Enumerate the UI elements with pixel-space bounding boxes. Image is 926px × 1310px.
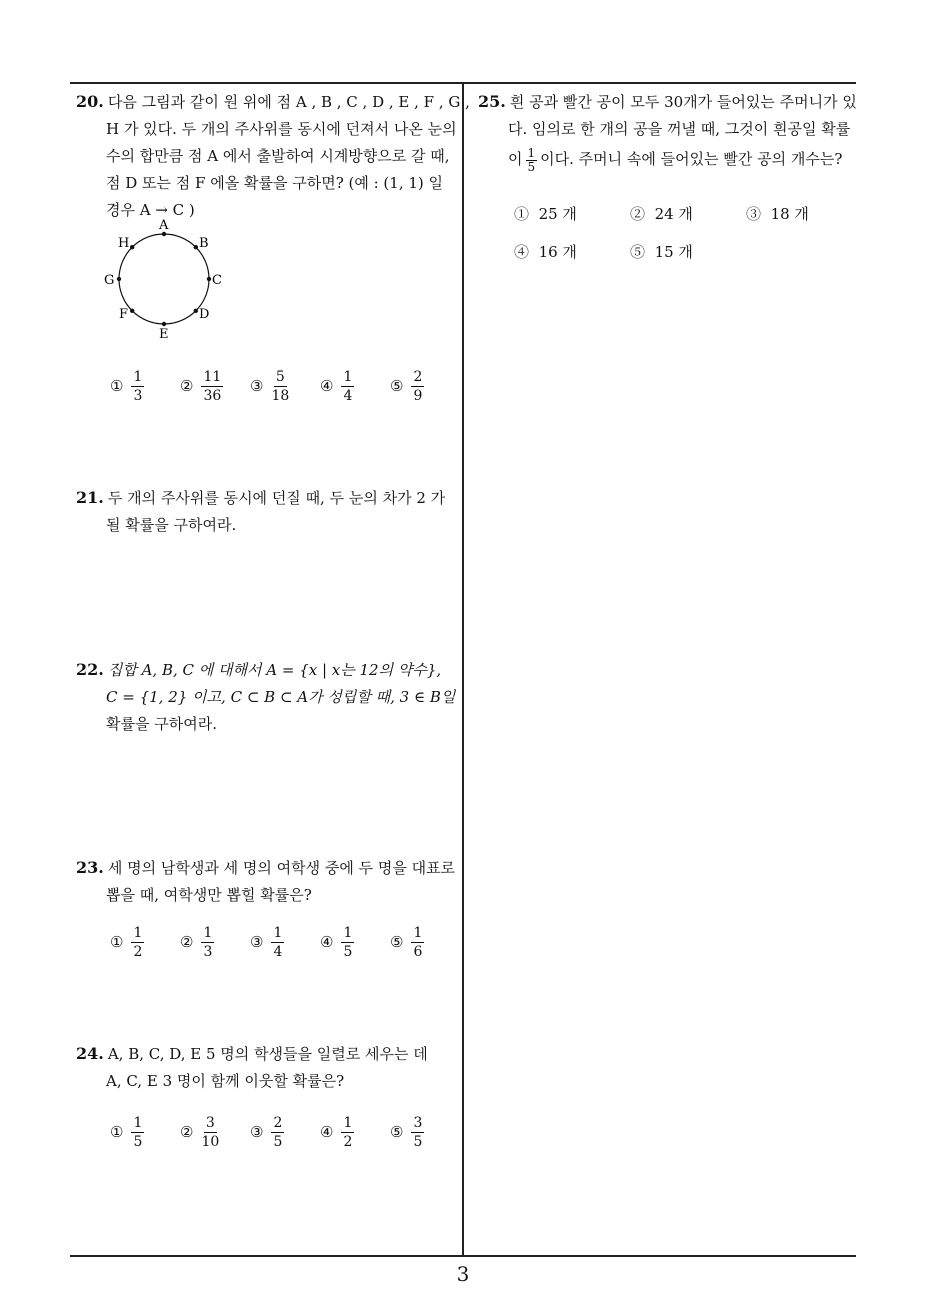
choice-4[interactable]: ④ $\frac{1}{2}$ (320, 1114, 353, 1150)
page-number: 3 (456, 1262, 470, 1286)
point-f (130, 309, 134, 313)
problem-number: 20. (76, 92, 104, 111)
label-d: D (199, 307, 210, 322)
problem-number: 21. (76, 488, 104, 507)
problem-text: 될 확률을 구하여라. (106, 516, 237, 534)
choice-1[interactable]: ① $\frac{1}{2}$ (110, 924, 143, 960)
problem-text: 수의 합만큼 점 A 에서 출발하여 시계방향으로 갈 때, (106, 147, 450, 165)
fraction: $\frac{3}{10}$ (201, 1114, 220, 1150)
fraction: $\frac{1}{6}$ (413, 924, 423, 960)
fraction: $\frac{1}{4}$ (273, 924, 283, 960)
choices-24 (110, 1110, 450, 1154)
choice-4[interactable]: ④ 16 개 (514, 243, 577, 261)
problem-22 (76, 656, 460, 738)
problem-text: H 가 있다. 두 개의 주사위를 동시에 던져서 나온 눈의 (106, 120, 457, 138)
fraction: $\frac{1}{4}$ (343, 368, 353, 404)
choice-5[interactable]: ⑤ $\frac{1}{6}$ (390, 924, 423, 960)
label-a: A (159, 218, 169, 233)
problem-number: 24. (76, 1044, 104, 1063)
bottom-rule (70, 1255, 856, 1257)
problem-25 (478, 88, 862, 175)
problem-text: 점 D 또는 점 F 에올 확률을 구하면? (예 : (1, 1) 일 (106, 174, 444, 192)
point-e (162, 322, 166, 326)
choice-5[interactable]: ⑤ 15 개 (630, 243, 693, 261)
fraction: $\frac{1}{5}$ (133, 1114, 143, 1150)
problem-number: 22. (76, 660, 104, 679)
fraction: $\frac{2}{5}$ (273, 1114, 283, 1150)
point-h (130, 245, 134, 249)
point-g (117, 277, 121, 281)
label-e: E (159, 327, 169, 342)
choice-4[interactable]: ④ $\frac{1}{4}$ (320, 368, 353, 404)
problem-text: 확률을 구하여라. (106, 715, 217, 733)
fraction: $\frac{2}{9}$ (413, 368, 423, 404)
problem-text: 다음 그림과 같이 원 위에 점 A , B , C , D , E , F , G , (107, 93, 470, 111)
choice-2[interactable]: ② $\frac{1}{3}$ (180, 924, 213, 960)
fraction: $\frac{1}{2}$ (343, 1114, 353, 1150)
point-d (194, 309, 198, 313)
circle-figure (100, 214, 230, 344)
label-h: H (118, 236, 130, 251)
choice-2[interactable]: ② 24 개 (630, 205, 693, 223)
problem-text: C = {1, 2} 이고, C ⊂ B ⊂ A가 성립할 때, 3 ∈ B일 (106, 688, 456, 706)
fraction: $\frac{1}{3}$ (203, 924, 213, 960)
fraction: $\frac{1}{5}$ (343, 924, 353, 960)
label-f: F (119, 307, 129, 322)
choice-1[interactable]: ① $\frac{1}{5}$ (110, 1114, 143, 1150)
problem-20 (76, 88, 470, 224)
choice-3[interactable]: ③ $\frac{5}{18}$ (250, 368, 290, 404)
choices-20 (110, 364, 450, 408)
problem-text: 경우 A → C ) (106, 201, 195, 219)
point-b (194, 245, 198, 249)
problem-text: 흰 공과 빨간 공이 모두 30개가 들어있는 주머니가 있 (509, 93, 857, 111)
problem-21 (76, 484, 460, 539)
point-c (207, 277, 211, 281)
choice-2[interactable]: ② $\frac{11}{36}$ (180, 368, 222, 404)
choices-23 (110, 920, 450, 964)
choice-5[interactable]: ⑤ $\frac{2}{9}$ (390, 368, 423, 404)
inline-fraction: $\frac{1}{5}$ (527, 145, 536, 174)
fraction: $\frac{5}{18}$ (271, 368, 290, 404)
label-b: B (199, 236, 209, 251)
fraction: $\frac{1}{3}$ (133, 368, 143, 404)
problem-number: 23. (76, 858, 104, 877)
choice-1[interactable]: ① $\frac{1}{3}$ (110, 368, 143, 404)
choice-3[interactable]: ③ $\frac{2}{5}$ (250, 1114, 283, 1150)
choice-3[interactable]: ③ $\frac{1}{4}$ (250, 924, 283, 960)
problem-text: 다. 임의로 한 개의 공을 꺼낼 때, 그것이 흰공일 확률 (508, 120, 851, 138)
problem-23 (76, 854, 460, 909)
problem-text-with-fraction: 이 $\frac{1}{5}$ 이다. 주머니 속에 들어있는 빨간 공의 개수는? (508, 145, 843, 174)
problem-24 (76, 1040, 460, 1095)
choice-5[interactable]: ⑤ $\frac{3}{5}$ (390, 1114, 423, 1150)
choice-4[interactable]: ④ $\frac{1}{5}$ (320, 924, 353, 960)
label-g: G (104, 273, 115, 288)
fraction: $\frac{1}{2}$ (133, 924, 143, 960)
problem-text: 집합 A, B, C 에 대해서 A = {x | x는 12의 약수}, (107, 661, 442, 679)
choice-3[interactable]: ③ 18 개 (746, 205, 809, 223)
column-divider (462, 82, 464, 1257)
problem-text: A, B, C, D, E 5 명의 학생들을 일렬로 세우는 데 (107, 1045, 428, 1063)
problem-text: A, C, E 3 명이 함께 이웃할 확률은? (106, 1072, 345, 1090)
choice-1[interactable]: ① 25 개 (514, 205, 577, 223)
problem-text: 두 개의 주사위를 동시에 던질 때, 두 눈의 차가 2 가 (107, 489, 446, 507)
fraction: $\frac{3}{5}$ (413, 1114, 423, 1150)
fraction: $\frac{11}{36}$ (203, 368, 222, 404)
problem-text: 뽑을 때, 여학생만 뽑힐 확률은? (106, 886, 312, 904)
problem-number: 25. (478, 92, 506, 111)
label-c: C (212, 273, 222, 288)
problem-text: 세 명의 남학생과 세 명의 여학생 중에 두 명을 대표로 (107, 859, 456, 877)
choice-2[interactable]: ② $\frac{3}{10}$ (180, 1114, 220, 1150)
